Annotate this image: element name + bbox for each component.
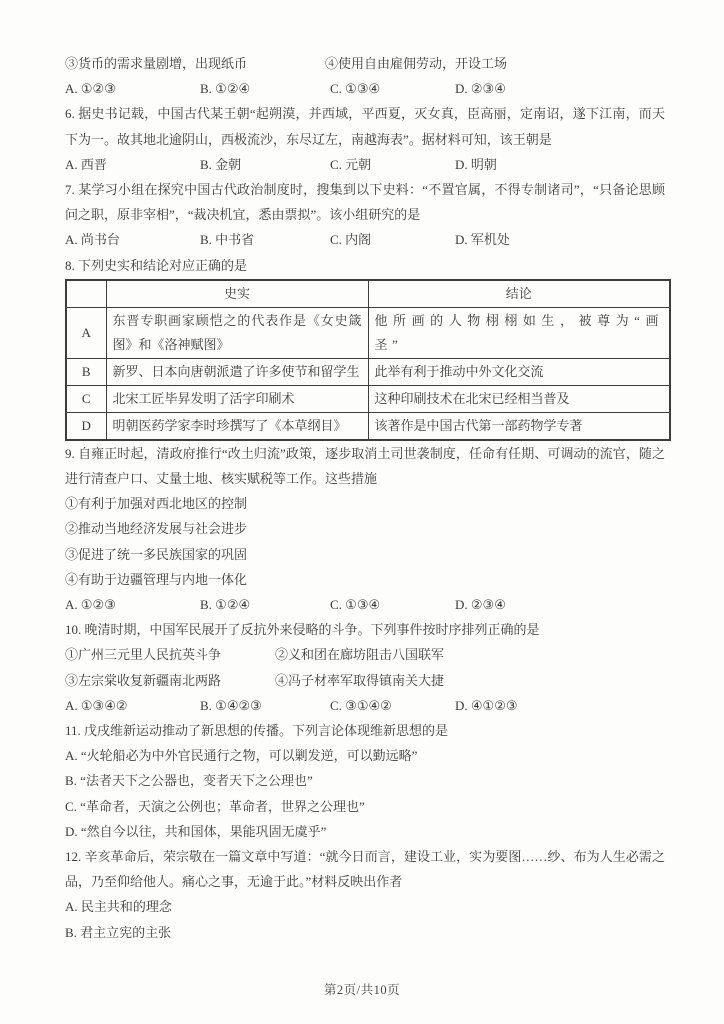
- choice-d: D. 明朝: [455, 156, 497, 172]
- choice-d: D. ②③④: [455, 597, 506, 613]
- question12-stem: 12. 辛亥革命后，荣宗敬在一篇文章中写道：“就今日而言，建设工业，实为要图……纱、布为人生必需之品，乃至仰给他人。痛心之事，无逾于此。”材料反映出作者: [65, 849, 665, 890]
- table-row: [66, 412, 670, 440]
- event-item: ③左宗棠收复新疆南北两路: [65, 672, 222, 688]
- choice-a: A. 民主共和的理念: [65, 899, 172, 915]
- choice-c: C. 内阁: [330, 232, 372, 248]
- table-header-blank: [66, 280, 106, 308]
- question10-events-row: [65, 642, 665, 667]
- statement-item: ③促进了统一多民族国家的巩固: [65, 546, 248, 562]
- table-header-fact: 史实: [106, 280, 368, 308]
- choice-c: C. 元朝: [330, 156, 372, 172]
- statement-item: ④有助于边疆管理与内地一体化: [65, 571, 248, 587]
- statement-item: ②推动当地经济发展与社会进步: [65, 521, 248, 537]
- row-label: C: [66, 385, 106, 412]
- choice-a: A. “火轮船必为中外官民通行之物，可以剿发逆，可以勤远略”: [65, 748, 418, 764]
- row-fact: 北宋工匠毕昇发明了活字印刷术: [106, 385, 368, 412]
- question9-stem: 9. 自雍正时起，清政府推行“改土归流”政策，逐步取消土司世袭制度，任命有任期、可调动的流官，随之进行清查户口、丈量土地、核实赋税等工作。这些措施: [65, 445, 665, 487]
- question11-stem: 11. 戊戌维新运动推动了新思想的传播。下列言论体现维新思想的是: [65, 723, 449, 739]
- choice-c: C. ③①④②: [330, 697, 392, 713]
- question7-stem: 7. 某学习小组在探究中国古代政治制度时，搜集到以下史料：“不置官属，不得专制诸司”，“只备论思顾问之职，原非宰相”，“裁决机宜，悉由票拟”。该小组研究的是: [65, 182, 665, 223]
- row-label: D: [66, 412, 106, 440]
- choice-b: B. ①②④: [200, 81, 251, 97]
- choice-a: A. 尚书台: [65, 232, 120, 248]
- row-label: B: [66, 358, 106, 385]
- question5-choices: [65, 76, 665, 101]
- choice-b: B. 金朝: [200, 156, 242, 172]
- page-number: 第2页/共10页: [323, 983, 401, 997]
- facts-conclusions-table: [65, 279, 671, 441]
- question10-choices: [65, 693, 665, 718]
- table-row: [66, 307, 670, 358]
- question10-stem: 10. 晚清时期，中国军民展开了反抗外来侵略的斗争。下列事件按时序排列正确的是: [65, 622, 540, 638]
- exam-content: [65, 0, 665, 945]
- choice-d: D. ④①②③: [455, 697, 518, 713]
- table-row: [66, 385, 670, 412]
- choice-b: B. “法者天下之公器也，变者天下之公理也”: [65, 773, 313, 789]
- question6-choices: [65, 152, 665, 177]
- question7-choices: [65, 227, 665, 252]
- event-item: ④冯子材率军取得镇南关大捷: [275, 672, 445, 688]
- row-conclusion: 这种印刷技术在北宋已经相当普及: [368, 385, 670, 412]
- question10-events-row: [65, 668, 665, 693]
- row-conclusion: 该著作是中国古代第一部药物学专著: [368, 412, 670, 440]
- statement-item: ①有利于加强对西北地区的控制: [65, 496, 248, 512]
- choice-a: A. 西晋: [65, 156, 107, 172]
- question5-statement-pair: [65, 51, 665, 76]
- choice-d: D. 军机处: [455, 232, 510, 248]
- choice-b: B. ①②④: [200, 597, 251, 613]
- statement-item: ④使用自由雇佣劳动，开设工场: [325, 56, 508, 71]
- question6-stem: 6. 据史书记载，中国古代某王朝“起朔漠，并西域，平西夏，灭女真，臣高丽，定南诏，遂下江南，而天下为一。故其地北逾阴山，西极流沙，东尽辽左，南越海表”。据材料可知，该王朝是: [65, 106, 665, 147]
- choice-c: C. ①③④: [330, 81, 381, 97]
- choice-a: A. ①③④②: [65, 697, 128, 713]
- event-item: ①广州三元里人民抗英斗争: [65, 647, 222, 663]
- statement-item: ③货币的需求量剧增，出现纸币: [65, 56, 248, 71]
- choice-a: A. ①②③: [65, 597, 116, 613]
- row-conclusion: 此举有利于推动中外文化交流: [368, 358, 670, 385]
- row-conclusion: 他所画的人物栩栩如生，被尊为“画圣”: [368, 307, 670, 358]
- choice-c: C. ①③④: [330, 597, 381, 613]
- row-fact: 东晋专职画家顾恺之的代表作是《女史箴图》和《洛神赋图》: [106, 307, 368, 358]
- row-fact: 明朝医药学家李时珍撰写了《本草纲目》: [106, 412, 368, 440]
- choice-a: A. ①②③: [65, 81, 116, 97]
- question8-stem: 8. 下列史实和结论对应正确的是: [65, 257, 248, 273]
- row-label: A: [66, 307, 106, 358]
- row-fact: 新罗、日本向唐朝派遣了许多使节和留学生: [106, 358, 368, 385]
- question9-choices: [65, 592, 665, 617]
- table-header-row: [66, 280, 670, 308]
- choice-b: B. 君主立宪的主张: [65, 924, 172, 940]
- choice-d: D. “然自今以往，共和国体，果能巩固无虞乎”: [65, 823, 327, 839]
- choice-c: C. “革命者，天演之公例也；革命者，世界之公理也”: [65, 798, 365, 814]
- choice-b: B. ①④②③: [200, 697, 262, 713]
- choice-d: D. ②③④: [455, 81, 506, 97]
- table-header-conclusion: 结论: [368, 280, 670, 308]
- event-item: ②义和团在廊坊阻击八国联军: [275, 647, 445, 663]
- choice-b: B. 中书省: [200, 232, 255, 248]
- table-row: [66, 358, 670, 385]
